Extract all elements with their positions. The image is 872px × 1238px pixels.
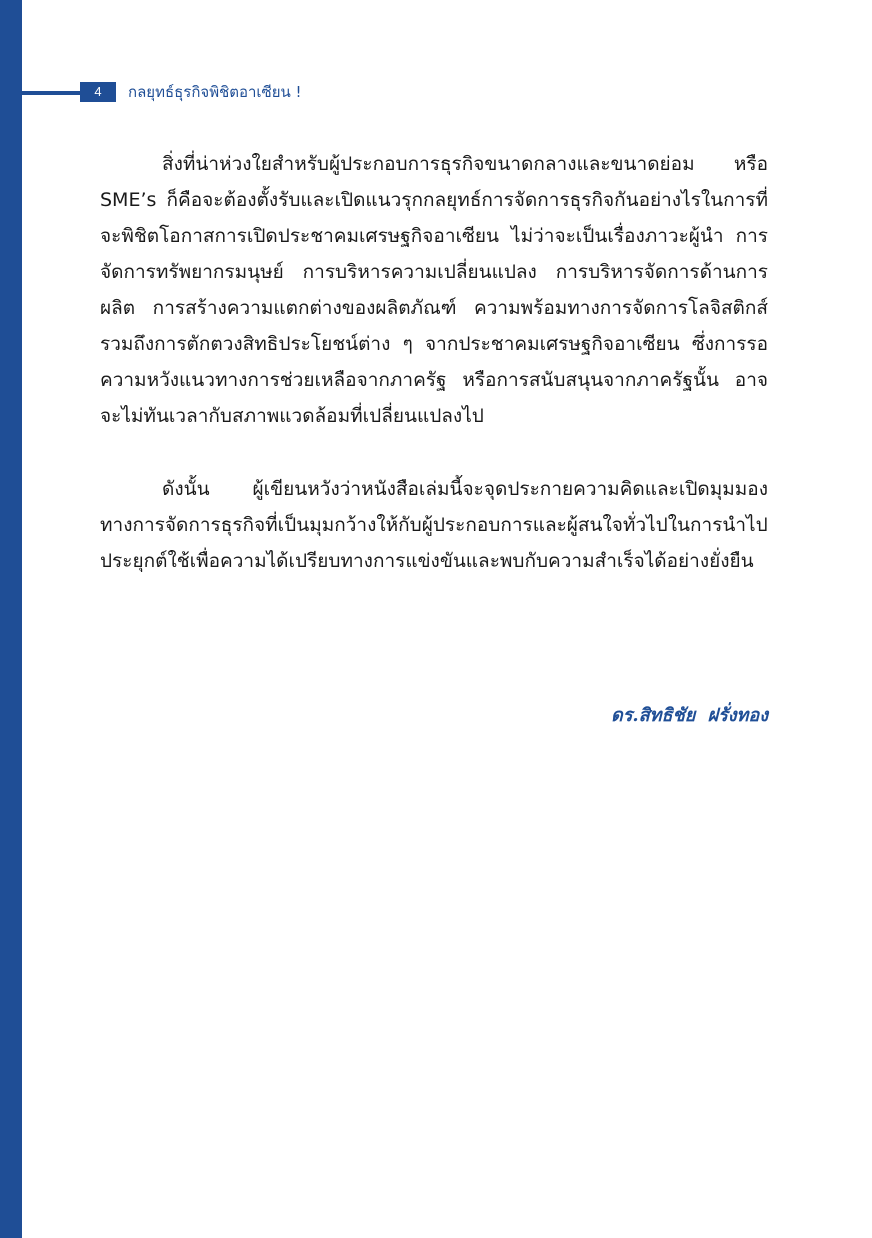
body-text — [100, 146, 768, 579]
page-number: 4 — [80, 82, 116, 102]
left-margin-band — [0, 0, 22, 1238]
paragraph-1: สิ่งที่น่าห่วงใยสำหรับผู้ประกอบการธุรกิจขนาดกลางและขนาดย่อม หรือ SME’s ก็คือจะต้องตั้งรับและเปิดแนวรุกกลยุทธ์การจัดการธุรกิจกันอย่างไรในการที่จะพิชิตโอกาสการเปิดประชาคมเศรษฐกิจอาเซียน ไม่ว่าจะเป็นเรื่องภาวะผู้นำ การจัดการทรัพยากรมนุษย์ การบริหารความเปลี่ยนแปลง การบริหารจัดการด้านการผลิต การสร้างความแตกต่างของผลิตภัณฑ์ ความพร้อมทางการจัดการโลจิสติกส์ รวมถึงการตักตวงสิทธิประโยชน์ต่าง ๆ จากประชาคมเศรษฐกิจอาเซียน ซึ่งการรอความหวังแนวทางการช่วยเหลือจากภาครัฐ หรือการสนับสนุนจากภาครัฐนั้น อาจจะไม่ทันเวลากับสภาพแวดล้อมที่เปลี่ยนแปลงไป — [100, 153, 768, 427]
paragraph-2: ดังนั้น ผู้เขียนหวังว่าหนังสือเล่มนี้จะจุดประกายความคิดและเปิดมุมมองทางการจัดการธุรกิจที่เป็นมุมกว้างให้กับผู้ประกอบการและผู้สนใจทั่วไปในการนำไปประยุกต์ใช้เพื่อความได้เปรียบทางการแข่งขันและพบกับความสำเร็จได้อย่างยั่งยืน — [100, 478, 768, 572]
running-title: กลยุทธ์ธุรกิจพิชิตอาเซียน ! — [128, 83, 302, 101]
author-signature: ดร.สิทธิชัย ฝรั่งทอง — [611, 705, 768, 726]
header-rule — [22, 91, 80, 95]
